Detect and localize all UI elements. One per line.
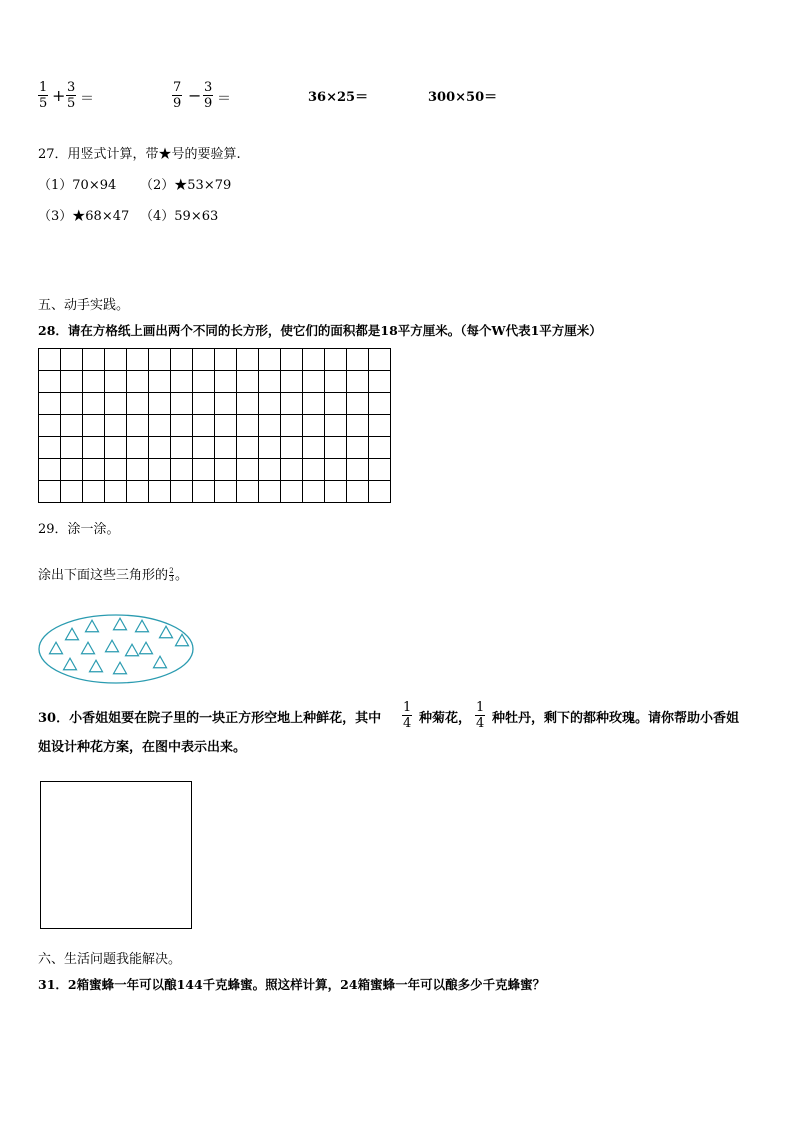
grid-cell[interactable] [39,371,61,393]
square-grid[interactable] [38,348,391,503]
fraction-7-9 [172,80,182,111]
q30-line-1 [38,700,768,736]
grid-cell[interactable] [127,437,149,459]
grid-cell[interactable] [149,437,171,459]
grid-cell[interactable] [325,349,347,371]
grid-cell[interactable] [259,459,281,481]
grid-cell[interactable] [105,437,127,459]
grid-cell[interactable] [149,349,171,371]
fraction-1-4 [402,700,412,731]
square-field[interactable] [40,781,192,929]
q30-text-a: 30．小香姐姐要在院子里的一块正方形空地上种鲜花，其中 [38,711,382,726]
triangle-shape[interactable] [106,640,119,652]
triangle-shape[interactable] [160,626,173,638]
grid-cell[interactable] [325,459,347,481]
grid-cell[interactable] [127,371,149,393]
grid-cell[interactable] [215,349,237,371]
grid-cell[interactable] [347,349,369,371]
q30-text-c: 种牡丹，剩下的都种玫瑰。请你帮助小香姐 [492,711,740,726]
grid-cell[interactable] [127,349,149,371]
q30-text-b: 种菊花， [419,711,472,726]
grid-cell[interactable] [237,415,259,437]
grid-cell[interactable] [105,459,127,481]
grid-cell[interactable] [127,459,149,481]
grid-cell[interactable] [193,481,215,503]
grid-cell[interactable] [171,459,193,481]
grid-cell[interactable] [215,459,237,481]
triangle-shape[interactable] [136,620,149,632]
grid-cell[interactable] [303,349,325,371]
grid-cell[interactable] [171,393,193,415]
grid-cell[interactable] [105,481,127,503]
grid-cell[interactable] [127,415,149,437]
grid-cell[interactable] [259,481,281,503]
grid-cell[interactable] [83,481,105,503]
grid-cell[interactable] [61,481,83,503]
triangle-shape[interactable] [114,618,127,630]
numerator: 3 [204,80,213,95]
q30-line-2: 姐设计种花方案，在图中表示出来。 [38,740,247,755]
grid-cell[interactable] [39,415,61,437]
grid-cell[interactable] [171,437,193,459]
numerator: 2 [169,567,174,575]
grid-cell[interactable] [347,459,369,481]
ellipse-with-triangles[interactable] [36,612,196,686]
grid-cell[interactable] [105,349,127,371]
numerator: 1 [39,80,48,95]
grid-cell[interactable] [281,415,303,437]
grid-cell[interactable] [105,415,127,437]
grid-cell[interactable] [281,371,303,393]
grid-cell[interactable] [193,349,215,371]
grid-cell[interactable] [215,371,237,393]
grid-cell[interactable] [215,437,237,459]
plus-sign: + [52,86,66,105]
grid-cell[interactable] [215,393,237,415]
grid-cell[interactable] [215,481,237,503]
grid-cell[interactable] [325,481,347,503]
denominator: 9 [173,96,182,111]
triangle-shape[interactable] [154,656,167,668]
q31-title: 31．2箱蜜蜂一年可以酿144千克蜂蜜。照这样计算，24箱蜜蜂一年可以酿多少千克蜂蜜？ [38,977,546,992]
grid-row [39,393,391,415]
grid-cell[interactable] [281,459,303,481]
q27-item-1: （1）70×94 [38,178,117,193]
denominator: 5 [39,96,48,111]
grid-cell[interactable] [193,437,215,459]
grid-cell[interactable] [193,371,215,393]
triangle-shape[interactable] [86,620,99,632]
grid-cell[interactable] [303,437,325,459]
grid-cell[interactable] [237,481,259,503]
grid-cell[interactable] [39,437,61,459]
grid-cell[interactable] [39,459,61,481]
grid-cell[interactable] [281,349,303,371]
denominator: 9 [204,96,213,111]
grid-cell[interactable] [83,415,105,437]
grid-cell[interactable] [303,393,325,415]
fraction-3-9 [203,80,213,111]
grid-cell[interactable] [281,481,303,503]
grid-cell[interactable] [259,349,281,371]
numerator: 7 [173,80,182,95]
expression-36x25: 36×25＝ [308,90,369,105]
grid-cell[interactable] [83,349,105,371]
grid-cell[interactable] [39,393,61,415]
grid-row [39,349,391,371]
q27-item-3: （3）★68×47 [38,209,130,224]
grid-cell[interactable] [39,481,61,503]
section-6-heading: 六、生活问题我能解决。 [38,952,182,967]
triangle-shape[interactable] [90,660,103,672]
fraction-3-5 [66,80,76,111]
grid-cell[interactable] [259,415,281,437]
grid-cell[interactable] [171,481,193,503]
grid-cell[interactable] [83,459,105,481]
triangle-shape[interactable] [82,642,95,654]
grid-cell[interactable] [237,437,259,459]
grid-cell[interactable] [369,415,391,437]
grid-cell[interactable] [171,371,193,393]
grid-cell[interactable] [259,393,281,415]
instruction-suffix: 。 [175,568,189,583]
grid-cell[interactable] [149,393,171,415]
instruction-prefix: 涂出下面这些三角形的 [38,568,169,583]
numerator: 3 [67,80,76,95]
q28-title: 28．请在方格纸上画出两个不同的长方形，使它们的面积都是18平方厘米。（每个W代表1平方厘米） [38,323,602,338]
grid-cell[interactable] [325,415,347,437]
grid-cell[interactable] [369,349,391,371]
grid-cell[interactable] [83,393,105,415]
denominator: 3 [169,575,174,583]
grid-cell[interactable] [237,349,259,371]
fraction-1-5 [38,80,48,111]
grid-cell[interactable] [259,371,281,393]
grid-cell[interactable] [325,437,347,459]
grid-cell[interactable] [39,349,61,371]
section-5-heading: 五、动手实践。 [38,298,130,313]
triangle-shape[interactable] [66,628,79,640]
grid-cell[interactable] [105,371,127,393]
grid-cell[interactable] [259,437,281,459]
grid-cell[interactable] [237,393,259,415]
equals-sign: ＝ [80,91,94,107]
grid-cell[interactable] [369,437,391,459]
grid-cell[interactable] [303,459,325,481]
triangle-shape[interactable] [140,642,153,654]
grid-cell[interactable] [369,393,391,415]
grid-cell[interactable] [171,415,193,437]
q29-instruction [38,568,188,584]
q27-item-4: （4）59×63 [140,209,219,224]
grid-cell[interactable] [347,437,369,459]
grid-cell[interactable] [61,459,83,481]
denominator: 4 [476,716,485,731]
grid-cell[interactable] [369,459,391,481]
expression-300x50: 300×50＝ [428,90,498,105]
grid-cell[interactable] [193,415,215,437]
grid-cell[interactable] [237,459,259,481]
grid-cell[interactable] [61,393,83,415]
grid-cell[interactable] [281,393,303,415]
grid-cell[interactable] [303,371,325,393]
fraction-1-4 [475,700,485,731]
grid-cell[interactable] [61,415,83,437]
grid-cell[interactable] [303,415,325,437]
grid-cell[interactable] [193,459,215,481]
triangle-shape[interactable] [50,642,63,654]
grid-cell[interactable] [347,415,369,437]
numerator: 1 [403,700,412,715]
q29-title: 29．涂一涂。 [38,522,120,537]
grid-cell[interactable] [149,459,171,481]
grid-row [39,415,391,437]
minus-sign: − [188,86,202,105]
q27-title: 27．用竖式计算，带★号的要验算. [38,147,241,162]
denominator: 4 [403,716,412,731]
grid-cell[interactable] [149,371,171,393]
grid-cell[interactable] [281,437,303,459]
grid-cell[interactable] [61,437,83,459]
grid-row [39,371,391,393]
grid-row [39,481,391,503]
grid-cell[interactable] [171,349,193,371]
grid-cell[interactable] [61,349,83,371]
grid-row [39,459,391,481]
grid-cell[interactable] [61,371,83,393]
grid-cell[interactable] [149,481,171,503]
triangle-shape[interactable] [114,662,127,674]
grid-cell[interactable] [83,371,105,393]
grid-cell[interactable] [105,393,127,415]
equals-sign: ＝ [217,91,231,107]
grid-cell[interactable] [127,393,149,415]
grid-cell[interactable] [347,393,369,415]
grid-cell[interactable] [369,371,391,393]
grid-cell[interactable] [347,481,369,503]
grid-cell[interactable] [149,415,171,437]
fraction-2-3 [169,568,174,583]
grid-cell[interactable] [347,371,369,393]
numerator: 1 [476,700,485,715]
grid-cell[interactable] [193,393,215,415]
grid-cell[interactable] [127,481,149,503]
triangle-shape[interactable] [126,644,139,656]
q27-item-2: （2）★53×79 [140,178,232,193]
grid-cell[interactable] [215,415,237,437]
triangle-shape[interactable] [64,658,77,670]
grid-cell[interactable] [83,437,105,459]
grid-cell[interactable] [325,371,347,393]
grid-cell[interactable] [325,393,347,415]
denominator: 5 [67,96,76,111]
grid-cell[interactable] [369,481,391,503]
grid-cell[interactable] [237,371,259,393]
grid-row [39,437,391,459]
grid-cell[interactable] [303,481,325,503]
